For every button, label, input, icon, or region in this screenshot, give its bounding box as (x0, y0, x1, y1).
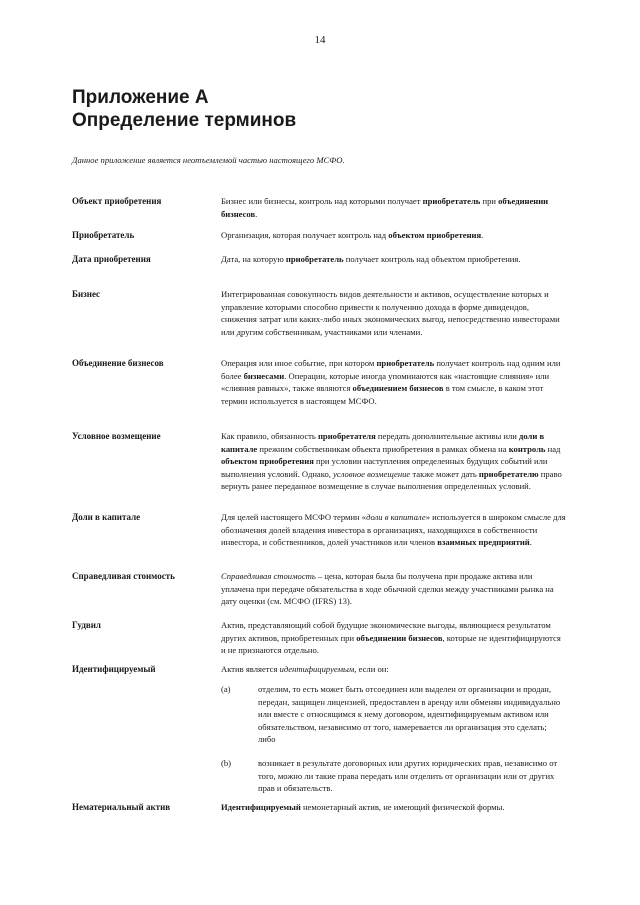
defined-term-ref: объединением бизнесов (352, 383, 444, 393)
italic-term: Справедливая стоимость (221, 571, 316, 581)
definition-text: . (481, 230, 484, 240)
page-number: 14 (314, 34, 326, 46)
definition-text: , если он: (354, 664, 389, 674)
defined-term-ref: приобретатель (376, 358, 435, 368)
definition-text: Операция или иное событие, при котором (221, 358, 377, 368)
list-item-label: (a) (221, 684, 231, 694)
term-label: Нематериальный актив (72, 802, 171, 812)
definition-text: немонетарный актив, не имеющий физической формы. (300, 802, 505, 812)
definition-text: Актив является (221, 664, 280, 674)
defined-term-ref: бизнесами (243, 370, 285, 381)
definition-text: также может дать (410, 468, 479, 479)
definition-text: Для целей настоящего МСФО термин « (221, 512, 367, 522)
defined-term-ref: приобретателю (478, 468, 539, 479)
term-label: Объединение бизнесов (72, 358, 164, 368)
definition-text: Актив, представляющий собой будущие экономические выгоды, являющиеся результатом других активов, приобретенных при (221, 620, 551, 643)
definition-text: получает контроль над объектом приобретения. (343, 254, 521, 264)
definition-text: в том смысле, в каком этот термин используется в настоящем МСФО. (221, 383, 544, 406)
term-label: Дата приобретения (72, 254, 151, 264)
definition-text: » используется в широком смысле для обозначения долей владения инвестора в организациях, находящихся в собственности инвестора, и собственников, долей участников или членов (221, 512, 566, 547)
defined-term-ref: объектом приобретения (388, 230, 482, 240)
term-label: Справедливая стоимость (72, 571, 175, 581)
defined-term-ref: взаимных предприятий (437, 537, 530, 547)
term-definition (221, 357, 566, 407)
defined-term-ref: объектом приобретения (221, 456, 314, 466)
definition-text: Интегрированная совокупность видов деятельности и активов, осуществление которых и управление которыми способно привести к получению дохода в форме дивидендов, снижения затрат или каких-либо иных экономических выгод, непосредственно инвесторами или другим собственникам, участниками или членами. (221, 289, 560, 337)
list-item-text: возникает в результате договорных или других юридических прав, независимо от того, можно ли такие права передать или отделить от организации или от других прав и обязательств. (258, 758, 558, 793)
term-definition (221, 430, 566, 493)
page-title (72, 86, 296, 132)
term-definition (221, 619, 566, 657)
definition-text: , которые не идентифицируются и не признаются отдельно. (221, 632, 561, 655)
term-definition (221, 288, 566, 338)
definition-text: прежним собственникам объекта приобретения в рамках обмена на (257, 443, 509, 454)
term-definition (221, 195, 566, 220)
intro-note: Данное приложение является неотъемлемой частью настоящего МСФО. (72, 155, 345, 165)
list-item-label: (b) (221, 758, 232, 768)
title-line-1: Приложение А (72, 87, 209, 108)
defined-term-ref: объединении бизнесов (356, 632, 443, 643)
term-label: Приобретатель (72, 230, 135, 240)
definition-text: . Операции, которые иногда упоминаются как «настоящие слияния» или «слияния равных», также являются (221, 370, 550, 393)
defined-term-ref: доли в капитале (221, 431, 545, 454)
italic-term: доли в капитале (366, 512, 426, 522)
definition-text: при условии наступления определенных будущих событий или выполнения условий. Однако, (221, 456, 548, 479)
term-label: Идентифицируемый (72, 664, 156, 674)
term-definition (221, 253, 566, 266)
definition-text: над (545, 443, 561, 454)
term-definition (221, 511, 566, 549)
term-definition (221, 229, 566, 242)
definition-text: – цена, которая была бы получена при продаже актива или уплачена при передаче обязательства в ходе обычной сделки между участниками рынка на дату оценки (см. МСФО (IFRS) 13). (221, 571, 554, 606)
list-item-text: отделим, то есть может быть отсоединен или выделен от организации и продан, передан, защищен лицензией, предоставлен в аренду или обменян индивидуально или вместе с относящимся к нему договором, идентифицируемым активом или обязательством, независимо от того, намеревается ли организация это сделать; либо (258, 684, 561, 744)
italic-term: условное возмещение (333, 468, 411, 479)
defined-term-ref: приобретателя (317, 431, 376, 441)
defined-term-ref: контроль (508, 443, 546, 454)
defined-term-ref: объединении бизнесов (221, 196, 549, 219)
definition-text: право вернуть ранее переданное возмещение в случае выполнения определенных условий. (221, 468, 562, 491)
definition-text: при (480, 196, 499, 206)
term-definition (221, 663, 566, 676)
definition-text: Организация, которая получает контроль над (221, 230, 389, 240)
term-label: Объект приобретения (72, 196, 162, 206)
defined-term-ref: приобретатель (422, 196, 481, 206)
definition-text: передать дополнительные активы или (375, 431, 520, 441)
term-definition (221, 801, 566, 814)
term-label: Гудвил (72, 620, 101, 630)
definition-text: Дата, на которую (221, 254, 286, 264)
term-label: Бизнес (72, 289, 101, 299)
definition-text: получает контроль над одним или более (221, 358, 561, 381)
defined-term-ref: приобретатель (285, 254, 344, 264)
term-label: Условное возмещение (72, 431, 161, 441)
definition-text: Как правило, обязанность (221, 431, 318, 441)
definition-text: . (529, 537, 532, 547)
italic-term: идентифицируемым (279, 664, 355, 674)
definition-text: . (255, 208, 258, 219)
term-definition (221, 570, 566, 608)
term-label: Доли в капитале (72, 512, 141, 522)
definition-text: Бизнес или бизнесы, контроль над которыми получает (221, 196, 423, 206)
defined-term-ref: Идентифицируемый (221, 802, 301, 812)
title-line-2: Определение терминов (72, 110, 297, 131)
